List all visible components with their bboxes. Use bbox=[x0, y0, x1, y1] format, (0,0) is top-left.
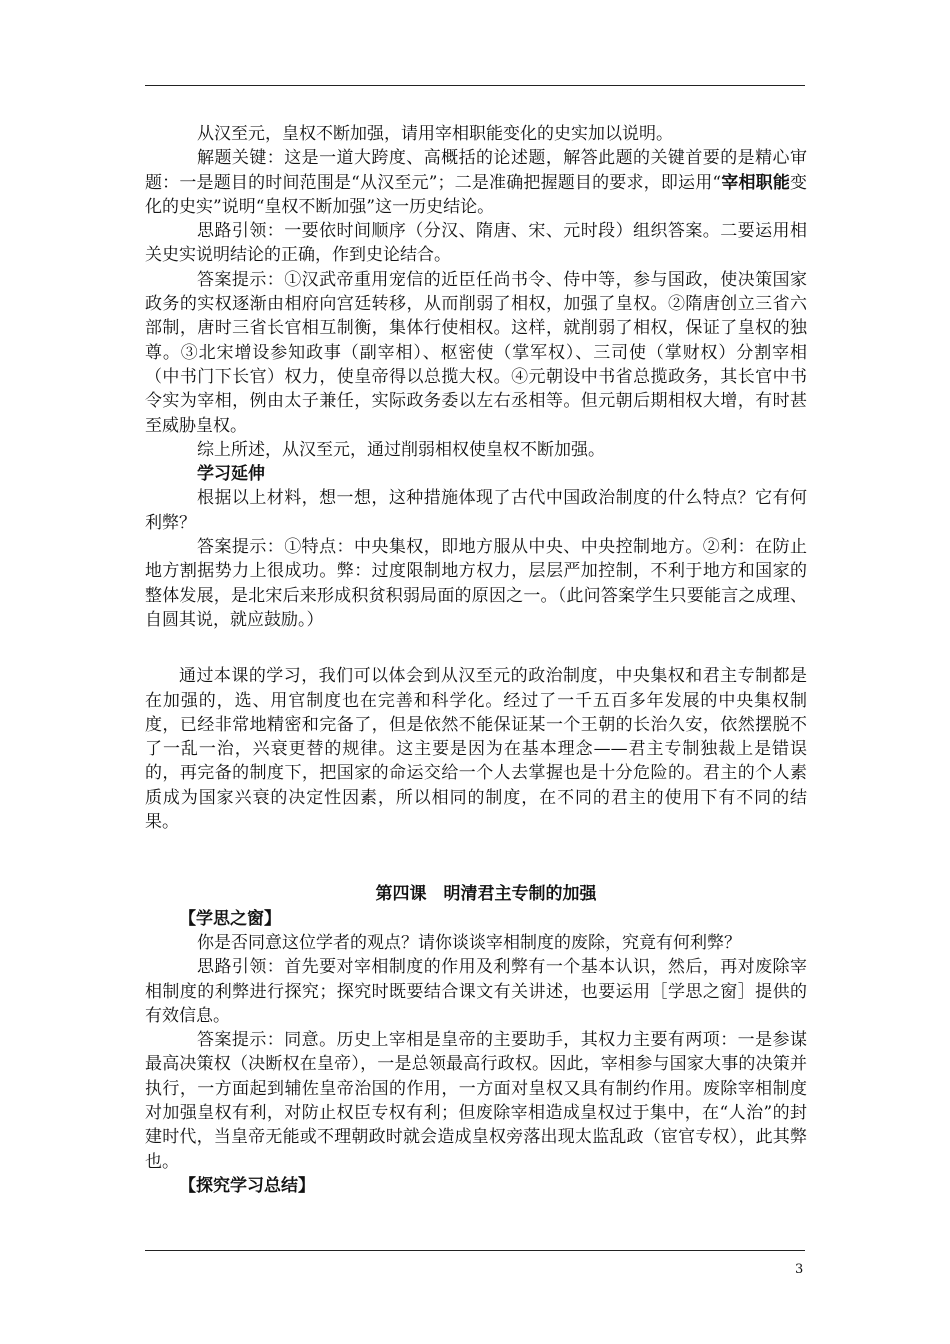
reflection-question: 你是否同意这位学者的观点？请你谈谈宰相制度的废除，究竟有何利弊？ bbox=[197, 932, 741, 953]
header-rule bbox=[145, 85, 805, 86]
guidance-paragraph: 思路引领：一要依时间顺序（分汉、隋唐、宋、元时段）组织答案。二要运用相关史实说明结论的正确，作到史论结合。 bbox=[145, 221, 807, 266]
key-point-paragraph bbox=[145, 146, 807, 219]
reflection-guidance: 思路引领：首先要对宰相制度的作用及利弊有一个基本认识，然后，再对废除宰相制度的利弊进行探究；探究时既要结合课文有关讲述，也要运用［学思之窗］提供的有效信息。 bbox=[145, 957, 807, 1026]
page-number: 3 bbox=[795, 1262, 804, 1277]
document-body bbox=[145, 122, 807, 1198]
extension-answer: 答案提示：①特点：中央集权，即地方服从中央、中央控制地方。②利：在防止地方割据势力上很成功。弊：过度限制地方权力，层层严加控制，不利于地方和国家的整体发展，是北宋后来形成积贫积弱局面的原因之一。（此问答案学生只要能言之成理、自圆其说，就应鼓励。） bbox=[145, 537, 807, 630]
reflection-answer: 答案提示：同意。历史上宰相是皇帝的主要助手，其权力主要有两项：一是参谋最高决策权（决断权在皇帝），一是总领最高行政权。因此，宰相参与国家大事的决策并执行，一方面起到辅佐皇帝治国的作用，一方面对皇权又具有制约作用。废除宰相制度对加强皇权有利，对防止权臣专权有利；但废除宰相造成皇权过于集中，在“人治”的封建时代，当皇帝无能或不理朝政时就会造成皇权旁落出现太监乱政（宦官专权），此其弊也。 bbox=[145, 1030, 807, 1172]
reflection-heading: 【学思之窗】 bbox=[179, 908, 281, 929]
footer-rule bbox=[145, 1250, 805, 1251]
key-point-text: 解题关键：这是一道大跨度、高概括的论述题，解答此题的关键首要的是精心审题：一是题目的时间范围是“从汉至元”；二是准确把握题目的要求，即运用“ bbox=[145, 148, 807, 193]
question-paragraph: 从汉至元，皇权不断加强，请用宰相职能变化的史实加以说明。 bbox=[197, 124, 673, 144]
lesson-title: 第四课 明清君主专制的加强 bbox=[375, 884, 597, 905]
extension-question: 根据以上材料，想一想，这种措施体现了古代中国政治制度的什么特点？它有何利弊？ bbox=[145, 488, 807, 533]
key-point-text-end: 变化的史实”说明“皇权不断加强”这一历史结论。 bbox=[145, 172, 808, 217]
extension-heading: 学习延伸 bbox=[197, 464, 265, 485]
summary-paragraph: 综上所述，从汉至元，通过削弱相权使皇权不断加强。 bbox=[197, 439, 605, 460]
answer-paragraph: 答案提示：①汉武帝重用宠信的近臣任尚书令、侍中等，参与国政，使决策国家政务的实权逐渐由相府向宫廷转移，从而削弱了相权，加强了皇权。②隋唐创立三省六部制，唐时三省长官相互制衡，集体行使相权。这样，就削弱了相权，保证了皇权的独尊。③北宋增设参知政事（副宰相）、枢密使（掌军权）、三司使（掌财权）分割宰相（中书门下长官）权力，使皇帝得以总揽大权。④元朝设中书省总揽政务，其长官中书令实为宰相，例由太子兼任，实际政务委以左右丞相等。但元朝后期相权大增，有时甚至威胁皇权。 bbox=[145, 269, 807, 436]
key-point-bold-text: 宰相职能 bbox=[721, 172, 791, 193]
inquiry-summary-heading: 【探究学习总结】 bbox=[179, 1175, 315, 1196]
lesson-conclusion-paragraph: 通过本课的学习，我们可以体会到从汉至元的政治制度，中央集权和君主专制都是在加强的，选、用官制度也在完善和科学化。经过了一千五百多年发展的中央集权制度，已经非常地精密和完备了，但是依然不能保证某一个王朝的长治久安，依然摆脱不了一乱一治，兴衰更替的规律。这主要是因为在基本理念——君主专制独裁上是错误的，再完备的制度下，把国家的命运交给一个人去掌握也是十分危险的。君主的个人素质成为国家兴衰的决定性因素，所以相同的制度，在不同的君主的使用下有不同的结果。 bbox=[145, 666, 807, 833]
